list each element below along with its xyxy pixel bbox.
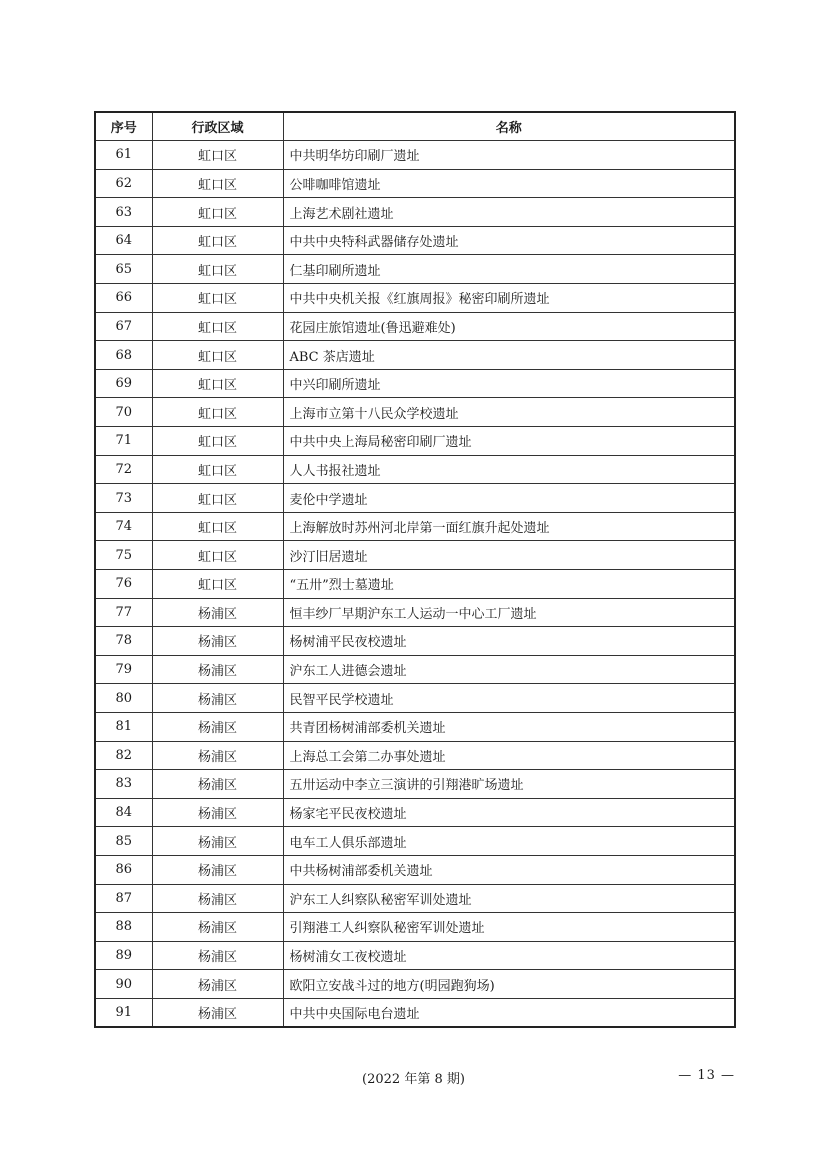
cell-serial: 85 — [95, 827, 152, 856]
header-name: 名称 — [283, 112, 735, 141]
cell-site-name: 中兴印刷所遗址 — [283, 369, 735, 398]
cell-serial: 83 — [95, 770, 152, 799]
cell-site-name: 恒丰纱厂早期沪东工人运动一中心工厂遗址 — [283, 598, 735, 627]
cell-site-name: 上海艺术剧社遗址 — [283, 198, 735, 227]
cell-site-name: 上海总工会第二办事处遗址 — [283, 741, 735, 770]
table-row — [95, 798, 735, 827]
cell-district: 虹口区 — [152, 512, 283, 541]
cell-serial: 89 — [95, 941, 152, 970]
cell-site-name: 杨树浦平民夜校遗址 — [283, 627, 735, 656]
cell-serial: 70 — [95, 398, 152, 427]
cell-district: 虹口区 — [152, 541, 283, 570]
cell-district: 杨浦区 — [152, 712, 283, 741]
cell-district: 杨浦区 — [152, 827, 283, 856]
cell-serial: 68 — [95, 341, 152, 370]
cell-serial: 72 — [95, 455, 152, 484]
table-row — [95, 770, 735, 799]
cell-site-name: 中共明华坊印刷厂遗址 — [283, 141, 735, 170]
cell-serial: 82 — [95, 741, 152, 770]
table-row — [95, 141, 735, 170]
cell-district: 杨浦区 — [152, 913, 283, 942]
cell-serial: 71 — [95, 427, 152, 456]
cell-serial: 67 — [95, 312, 152, 341]
cell-site-name: 共青团杨树浦部委机关遗址 — [283, 712, 735, 741]
table-row — [95, 398, 735, 427]
table-row — [95, 284, 735, 313]
cell-district: 虹口区 — [152, 255, 283, 284]
cell-serial: 73 — [95, 484, 152, 513]
cell-serial: 61 — [95, 141, 152, 170]
cell-district: 虹口区 — [152, 369, 283, 398]
sites-table — [94, 111, 736, 1028]
cell-serial: 66 — [95, 284, 152, 313]
cell-site-name: 仁基印刷所遗址 — [283, 255, 735, 284]
table-row — [95, 684, 735, 713]
cell-district: 杨浦区 — [152, 855, 283, 884]
cell-site-name: 中共中央机关报《红旗周报》秘密印刷所遗址 — [283, 284, 735, 313]
cell-serial: 78 — [95, 627, 152, 656]
table-row — [95, 712, 735, 741]
cell-district: 杨浦区 — [152, 970, 283, 999]
cell-serial: 74 — [95, 512, 152, 541]
table-row — [95, 998, 735, 1027]
table-row — [95, 198, 735, 227]
cell-serial: 79 — [95, 655, 152, 684]
table-row — [95, 369, 735, 398]
cell-site-name: 上海市立第十八民众学校遗址 — [283, 398, 735, 427]
issue-label: (2022 年第 8 期) — [362, 1072, 465, 1087]
cell-district: 杨浦区 — [152, 627, 283, 656]
table-row — [95, 512, 735, 541]
cell-serial: 62 — [95, 169, 152, 198]
cell-district: 杨浦区 — [152, 998, 283, 1027]
cell-site-name: 沙汀旧居遗址 — [283, 541, 735, 570]
cell-serial: 91 — [95, 998, 152, 1027]
cell-site-name: 五卅运动中李立三演讲的引翔港旷场遗址 — [283, 770, 735, 799]
cell-district: 虹口区 — [152, 312, 283, 341]
cell-serial: 88 — [95, 913, 152, 942]
table-row — [95, 884, 735, 913]
cell-site-name: 花园庄旅馆遗址(鲁迅避难处) — [283, 312, 735, 341]
table-row — [95, 341, 735, 370]
cell-serial: 80 — [95, 684, 152, 713]
cell-district: 杨浦区 — [152, 655, 283, 684]
table-row — [95, 484, 735, 513]
table-row — [95, 455, 735, 484]
cell-district: 虹口区 — [152, 570, 283, 599]
cell-site-name: 欧阳立安战斗过的地方(明园跑狗场) — [283, 970, 735, 999]
header-district: 行政区域 — [152, 112, 283, 141]
cell-serial: 84 — [95, 798, 152, 827]
cell-site-name: 上海解放时苏州河北岸第一面红旗升起处遗址 — [283, 512, 735, 541]
cell-serial: 90 — [95, 970, 152, 999]
table-row — [95, 255, 735, 284]
cell-district: 虹口区 — [152, 398, 283, 427]
cell-serial: 75 — [95, 541, 152, 570]
cell-site-name: 人人书报社遗址 — [283, 455, 735, 484]
cell-serial: 86 — [95, 855, 152, 884]
cell-district: 虹口区 — [152, 455, 283, 484]
cell-serial: 64 — [95, 226, 152, 255]
cell-site-name: 杨树浦女工夜校遗址 — [283, 941, 735, 970]
cell-district: 杨浦区 — [152, 684, 283, 713]
cell-serial: 69 — [95, 369, 152, 398]
cell-serial: 87 — [95, 884, 152, 913]
table-row — [95, 970, 735, 999]
cell-district: 杨浦区 — [152, 798, 283, 827]
table-row — [95, 855, 735, 884]
header-serial: 序号 — [95, 112, 152, 141]
cell-site-name: 中共中央国际电台遗址 — [283, 998, 735, 1027]
table-row — [95, 598, 735, 627]
cell-district: 虹口区 — [152, 198, 283, 227]
cell-serial: 65 — [95, 255, 152, 284]
cell-site-name: ABC 茶店遗址 — [283, 341, 735, 370]
cell-district: 杨浦区 — [152, 884, 283, 913]
table-row — [95, 627, 735, 656]
cell-site-name: 麦伦中学遗址 — [283, 484, 735, 513]
table-row — [95, 913, 735, 942]
cell-site-name: 中共中央特科武器储存处遗址 — [283, 226, 735, 255]
table-row — [95, 827, 735, 856]
table-row — [95, 226, 735, 255]
cell-site-name: 公啡咖啡馆遗址 — [283, 169, 735, 198]
cell-district: 虹口区 — [152, 226, 283, 255]
cell-site-name: “五卅”烈士墓遗址 — [283, 570, 735, 599]
cell-site-name: 中共中央上海局秘密印刷厂遗址 — [283, 427, 735, 456]
cell-site-name: 中共杨树浦部委机关遗址 — [283, 855, 735, 884]
cell-district: 杨浦区 — [152, 598, 283, 627]
page-number: — 13 — — [678, 1068, 735, 1083]
cell-site-name: 电车工人俱乐部遗址 — [283, 827, 735, 856]
cell-site-name: 引翔港工人纠察队秘密军训处遗址 — [283, 913, 735, 942]
cell-serial: 81 — [95, 712, 152, 741]
cell-district: 虹口区 — [152, 427, 283, 456]
cell-serial: 76 — [95, 570, 152, 599]
table-row — [95, 427, 735, 456]
table-row — [95, 941, 735, 970]
table-body — [95, 141, 735, 1027]
cell-site-name: 沪东工人进德会遗址 — [283, 655, 735, 684]
cell-serial: 77 — [95, 598, 152, 627]
cell-site-name: 杨家宅平民夜校遗址 — [283, 798, 735, 827]
cell-district: 虹口区 — [152, 284, 283, 313]
cell-district: 虹口区 — [152, 484, 283, 513]
cell-district: 杨浦区 — [152, 941, 283, 970]
table-row — [95, 741, 735, 770]
cell-district: 虹口区 — [152, 169, 283, 198]
cell-district: 虹口区 — [152, 141, 283, 170]
cell-district: 杨浦区 — [152, 770, 283, 799]
table-header-row — [95, 112, 735, 141]
cell-site-name: 民智平民学校遗址 — [283, 684, 735, 713]
table-row — [95, 541, 735, 570]
cell-serial: 63 — [95, 198, 152, 227]
cell-district: 杨浦区 — [152, 741, 283, 770]
table-row — [95, 312, 735, 341]
table-row — [95, 169, 735, 198]
cell-site-name: 沪东工人纠察队秘密军训处遗址 — [283, 884, 735, 913]
table-row — [95, 570, 735, 599]
cell-district: 虹口区 — [152, 341, 283, 370]
table-row — [95, 655, 735, 684]
